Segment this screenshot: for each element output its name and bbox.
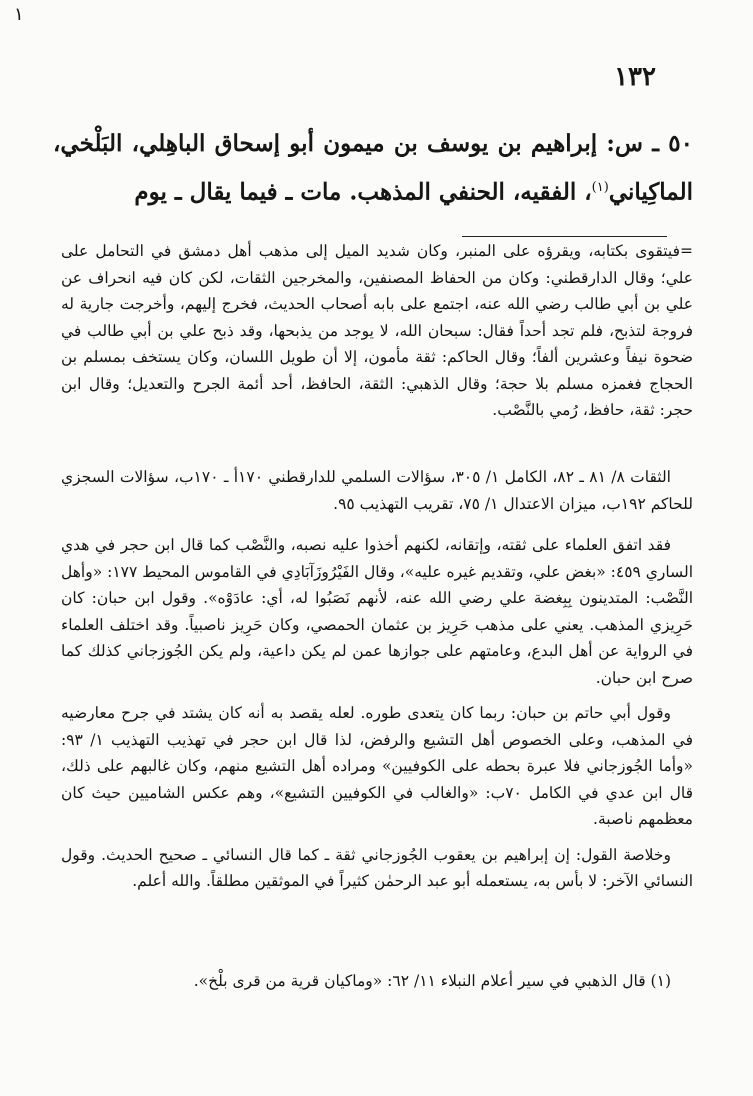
discussion-paragraph-3: وخلاصة القول: إن إبراهيم بن يعقوب الجُوزجاني ثقة ـ كما قال النسائي ـ صحيح الحديث. وقول النسائي الآخر: لا بأس به، يستعمله أبو عبد الرحمٰن كثيراً في الموثقين مطلقاً. والله أعلم. (61, 845, 693, 890)
entry-heading (53, 122, 693, 215)
continuation-note (61, 238, 693, 433)
sources-paragraph: الثقات ٨/ ٨١ ـ ٨٢، الكامل ١/ ٣٠٥، سؤالات السلمي للدارقطني ١٧٠أ ـ ١٧٠ب، سؤالات السجزي للحاكم ١٩٢ب، ميزان الاعتدال ١/ ٧٥، تقريب التهذيب ٩٥. (61, 468, 693, 513)
corner-mark: ١ (14, 4, 24, 25)
discussion-paragraph-2: وقول أبي حاتم بن حبان: ربما كان يتعدى طوره. لعله يقصد به أنه كان يشتد في جرح معارضيه في المذهب، وعلى الخصوص أهل التشيع والرفض، لذا قال ابن حجر في تهذيب التهذيب ١/ ٩٣: «وأما الجُوزجاني فلا عبرة بحطه على الكوفيين» ومراده أهل التشيع منهم، وكان غالبهم على ذلك، قال ابن عدي في الكامل ٧٠ب: «والغالب في الكوفيين التشيع»، وهم عكس الشاميين حيث كان معظمهم ناصبة. (61, 704, 694, 828)
discussion-section (61, 532, 693, 904)
continuation-paragraph: =فيتقوى بكتابه، ويقرؤه على المنبر، وكان شديد الميل إلى مذهب أهل دمشق في التحامل على علي؛ وقال الدارقطني: وكان من الحفاظ المصنفين، والمخرجين الثقات، لكن كان فيه انحراف عن علي بن أبي طالب رضي الله عنه، اجتمع على بابه أصحاب الحديث، فخرج إليهم، وأخرجت جارية له فروجة لتذبح، فلم تجد أحداً فقال: سبحان الله، لا يوجد من يذبحها، وقد ذبح علي بن أبي طالب في ضحوة نيفاً وعشرين ألفاً؛ وقال الحاكم: ثقة مأمون، إلا أن طويل اللسان، وكان يستخف بمسلم بن الحجاج فغمزه مسلم بلا حجة؛ وقال الذهبي: الثقة، الحافظ، أحد أئمة الجرح والتعديل؛ وقال ابن حجر: ثقة، حافظ، رُمي بالنَّصْب. (61, 242, 693, 419)
discussion-paragraph-1: فقد اتفق العلماء على ثقته، وإتقانه، لكنهم أخذوا عليه نصبه، والنَّصْب كما قال ابن حجر في هدي الساري ٤٥٩: «بغض علي، وتقديم غيره عليه»، وقال الفَيْرُوزَآبَادِي في القاموس المحيط ١٧٧: «وأهل النَّصْب: المتدينون بِبِغضة علي رضي الله عنه، لأنهم نَصَبُوا له، أي: عادَوْه». وقول ابن حبان: كان حَرِيزي المذهب. يعني على مذهب حَرِيز بن عثمان الحمصي، وكان حَرِيز ناصبياً. وقد اختلف العلماء في الرواية عن أهل البدع، وعامتهم على جوازها عمن لم يكن داعية، ولم يكن الجُوزجاني كذلك كما صرح ابن حبان. (61, 536, 693, 687)
footnote-divider (462, 236, 667, 237)
footnote-reference: (١) (591, 180, 609, 195)
footnote-section (61, 968, 693, 1004)
page-number: ١٣٢ (614, 62, 656, 92)
sources-note (61, 464, 693, 526)
footnote-1: (١) قال الذهبي في سير أعلام النبلاء ١١/ ٦٢: «وماكيان قرية من قرى بلْخ». (193, 972, 671, 990)
entry-heading-text: ٥٠ ـ س: إبراهيم بن يوسف بن ميمون أبو إسحاق الباهِلي، البَلْخي، الماكِياني (53, 130, 693, 206)
entry-heading-tail: ، الفقيه، الحنفي المذهب. مات ـ فيما يقال ـ يوم (134, 178, 592, 206)
